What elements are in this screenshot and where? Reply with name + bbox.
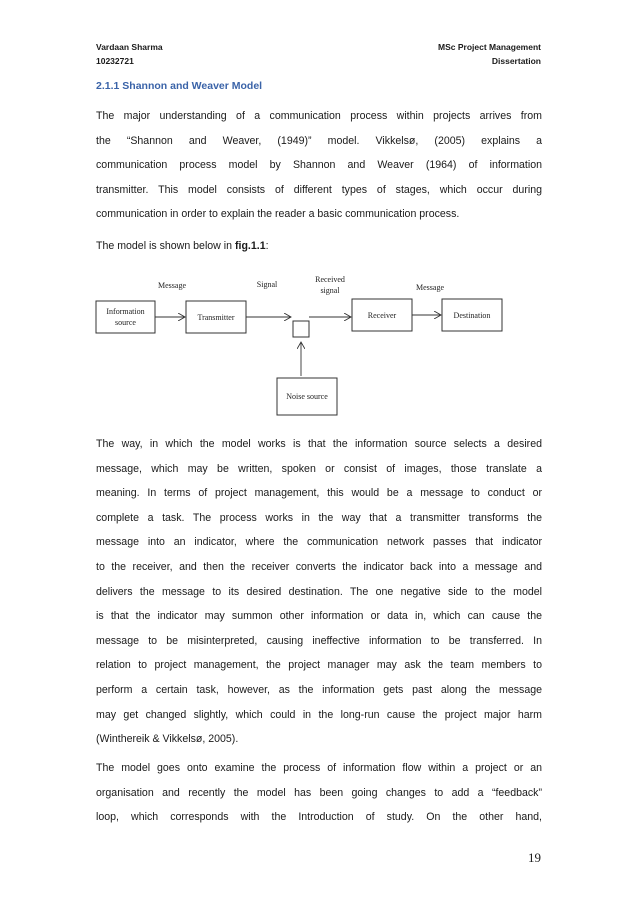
text-line: communication in order to explain the reader a basic communication process. bbox=[96, 208, 460, 221]
information-source-label-2: source bbox=[115, 318, 136, 327]
text-line: message to be misinterpreted, causing ineffective information to be transferred. In bbox=[96, 634, 542, 647]
document-type: Dissertation bbox=[491, 56, 541, 66]
text-line: message, which may be written, spoken or consist of images, those translate a bbox=[96, 462, 542, 475]
text-line: transmitter. This model consists of different types of stages, which occur during bbox=[96, 183, 542, 196]
text-line: to the receiver, and then the receiver converts the indicator back into a message and bbox=[96, 560, 542, 573]
text-line: The major understanding of a communication process within projects arrives from bbox=[96, 110, 542, 122]
model-intro-suffix: : bbox=[265, 240, 269, 252]
text-line: loop, which corresponds with the Introduction of study. On the other hand, bbox=[96, 811, 542, 824]
information-source-label-1: Information bbox=[106, 307, 145, 316]
page-number: 19 bbox=[528, 850, 541, 865]
model-intro-text: The model is shown below in bbox=[96, 240, 235, 252]
receiver-label: Receiver bbox=[367, 311, 397, 320]
transmitter-label: Transmitter bbox=[197, 313, 235, 322]
header-right bbox=[438, 40, 541, 68]
text-line: (Winthereik & Vikkelsø, 2005). bbox=[96, 733, 239, 746]
text-line: the “Shannon and Weaver, (1949)” model. Vikkelsø, (2005) explains a bbox=[96, 134, 542, 147]
text-line: is that the indicator may summon other information or data in, which can cause the bbox=[96, 610, 542, 623]
model-intro bbox=[96, 240, 269, 252]
transmitter-box bbox=[186, 301, 246, 333]
information-source-box bbox=[96, 301, 155, 333]
received-signal-label-1: Received bbox=[315, 275, 345, 284]
text-line: complete a task. The process works in the way that a transmitter transforms the bbox=[96, 511, 542, 524]
header-left bbox=[96, 40, 163, 68]
message-label-right: Message bbox=[416, 283, 444, 292]
paragraph-1 bbox=[96, 104, 542, 227]
paragraph-3 bbox=[96, 756, 542, 830]
text-line: perform a certain task, however, as the information gets past along the message bbox=[96, 683, 542, 696]
signal-label: Signal bbox=[256, 280, 278, 289]
channel-square bbox=[293, 321, 309, 337]
destination-label: Destination bbox=[453, 311, 491, 320]
shannon-weaver-diagram bbox=[90, 270, 530, 420]
text-line: communication process model by Shannon and Weaver (1964) of information bbox=[96, 159, 542, 172]
noise-source-box bbox=[277, 378, 337, 415]
noise-source-label: Noise source bbox=[286, 392, 328, 401]
section-heading: 2.1.1 Shannon and Weaver Model bbox=[96, 80, 263, 92]
figure-reference: fig.1.1 bbox=[234, 240, 266, 252]
text-line: may get changed slightly, which could in the long-run cause the project major harm bbox=[96, 708, 542, 721]
text-line: meaning. In terms of project management, this would be a message to conduct or bbox=[96, 487, 542, 500]
text-line: delivers the message to its desired destination. The one negative side to the model bbox=[96, 585, 542, 598]
receiver-box bbox=[352, 299, 412, 331]
text-line: message into an indicator, where the communication network passes that indicator bbox=[96, 536, 542, 549]
student-id: 10232721 bbox=[96, 56, 134, 66]
text-line: organisation and recently the model has been going changes to add a “feedback” bbox=[96, 786, 542, 799]
text-line: The model goes onto examine the process of information flow within a project or an bbox=[96, 762, 542, 774]
message-label-left: Message bbox=[158, 281, 186, 290]
author-name: Vardaan Sharma bbox=[96, 42, 163, 52]
received-signal-label-2: signal bbox=[320, 286, 340, 295]
destination-box bbox=[442, 299, 502, 331]
text-line: The way, in which the model works is that the information source selects a desired bbox=[96, 438, 542, 450]
paragraph-2 bbox=[96, 432, 542, 752]
text-line: relation to project management, the project manager may ask the team members to bbox=[96, 659, 542, 672]
program-name: MSc Project Management bbox=[438, 42, 541, 52]
